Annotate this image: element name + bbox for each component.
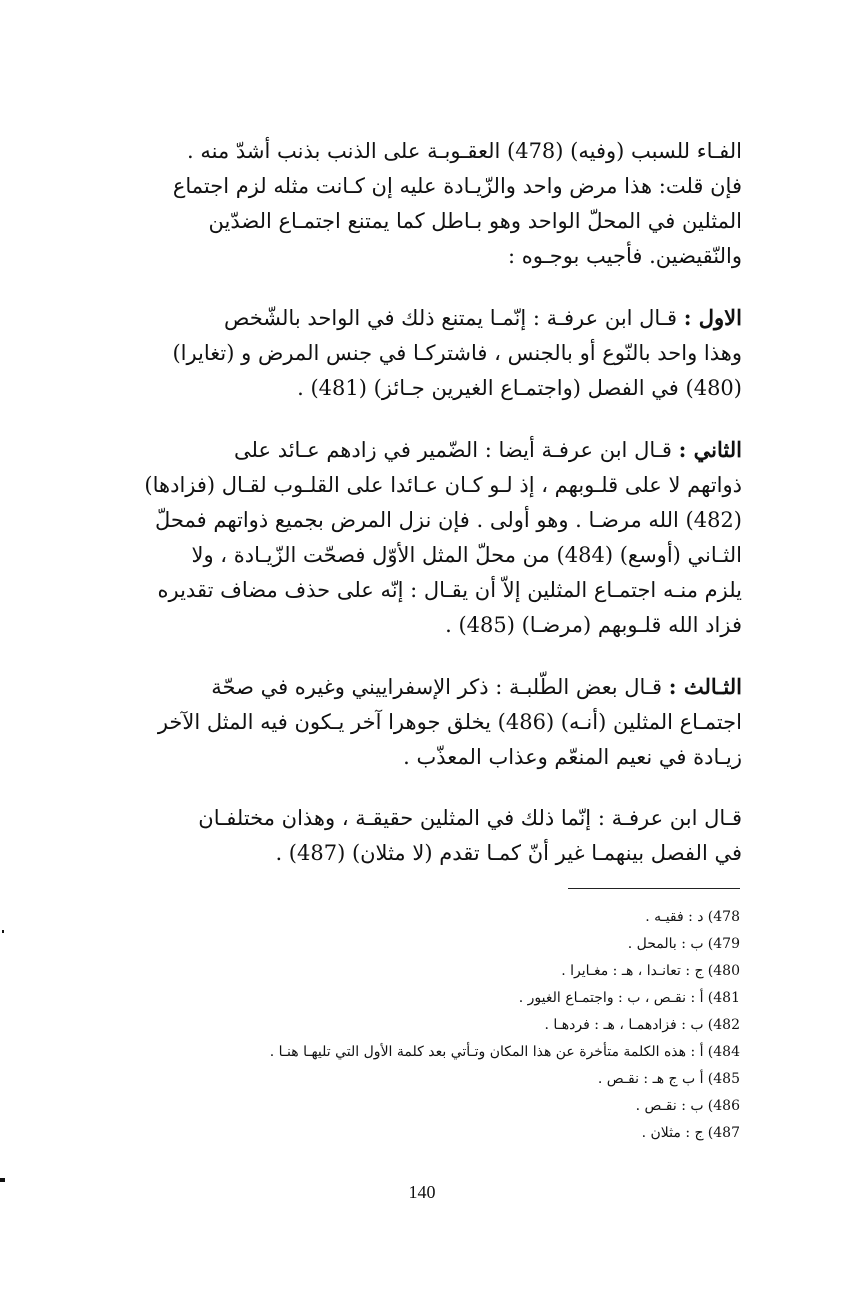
paragraph-lead: الثاني : (678, 437, 742, 462)
footnote-divider (568, 888, 740, 889)
paragraph-third (56, 669, 742, 775)
footnote-item (100, 958, 740, 985)
footnote-text: ب : فزادهمـا ، هـ : فردهـا . (544, 1017, 704, 1033)
text-span: قـال بعض الطّلبـة : ذكر الإسفراييني وغيره في صحّة (211, 675, 663, 699)
footnote-number: 487) (707, 1125, 740, 1141)
footnote-item (100, 1120, 740, 1147)
footnote-item (100, 1066, 740, 1093)
scan-speck (2, 930, 4, 933)
footnote-text: ج : تعانـدا ، هـ : مغـايرا . (561, 963, 704, 979)
footnote-number: 482) (707, 1017, 740, 1033)
text-line: ذواتهم لا على قلـوبهم ، إذ لـو كـان عـائدا على القلـوب لقـال (فزادها) (144, 473, 742, 497)
text-line: (480) في الفصل (واجتمـاع الغيرين جـائز) (481) . (297, 376, 742, 400)
text-line: قـال ابن عرفـة : إنّما ذلك في المثلين حقيقـة ، وهذان مختلفـان (198, 806, 742, 830)
text-line: الفـاء للسبب (وفيه) (478) العقـوبـة على الذنب بذنب أشدّ منه . (187, 139, 742, 163)
text-line (56, 669, 742, 705)
paragraph-lead: الاول : (683, 305, 742, 330)
footnotes (100, 904, 740, 1147)
text-line (56, 432, 742, 468)
paragraph-intro (56, 134, 742, 274)
footnote-item (100, 1093, 740, 1120)
text-line: فزاد الله قلـوبهم (مرضـا) (485) . (445, 613, 742, 637)
footnote-item (100, 1012, 740, 1039)
footnote-item (100, 904, 740, 931)
footnote-number: 480) (707, 963, 740, 979)
footnote-item (100, 1039, 740, 1066)
footnote-number: 486) (707, 1098, 740, 1114)
footnote-text: أ : هذه الكلمة متأخرة عن هذا المكان وتـأتي بعد كلمة الأول التي تليهـا هنـا . (269, 1044, 704, 1060)
footnote-number: 485) (707, 1071, 740, 1087)
footnote-number: 484) (707, 1044, 740, 1060)
text-line: يلزم منـه اجتمـاع المثلين إلاّ أن يقـال : إنّه على حذف مضاف تقديره (157, 578, 742, 602)
footnote-item (100, 985, 740, 1012)
footnote-text: ب : نقـص . (635, 1098, 704, 1114)
text-line: في الفصل بينهمـا غير أنّ كمـا تقدم (لا مثلان) (487) . (275, 841, 742, 865)
main-text (56, 134, 742, 897)
text-span: قـال ابن عرفـة أيضا : الضّمير في زادهم عـائد على (234, 438, 672, 462)
footnote-text: ب : بالمحل . (627, 936, 704, 952)
text-span: قـال ابن عرفـة : إنّمـا يمتنع ذلك في الواحد بالشّخص (224, 306, 678, 330)
footnote-number: 479) (707, 936, 740, 952)
footnote-text: د : فقيـه . (645, 909, 704, 925)
text-line: وهذا واحد بالنّوع أو بالجنس ، فاشتركـا في جنس المرض و (تغايرا) (172, 341, 742, 365)
text-line: المثلين في المحلّ الواحد وهو بـاطل كما يمتنع اجتمـاع الضدّين (208, 209, 742, 233)
text-line (56, 300, 742, 336)
paragraph-first (56, 300, 742, 406)
paragraph-lead: الثـالث : (668, 674, 742, 699)
paragraph-closing (56, 801, 742, 871)
text-line: والنّقيضين. فأجيب بوجـوه : (507, 244, 742, 268)
text-line: الثـاني (أوسع) (484) من محلّ المثل الأوّل فصحّت الزّيـادة ، ولا (191, 543, 742, 567)
text-line: اجتمـاع المثلين (أنـه) (486) يخلق جوهرا آخر يـكون فيه المثل الآخر (157, 710, 742, 734)
footnote-number: 478) (707, 909, 740, 925)
text-line: فإن قلت: هذا مرض واحد والزّيـادة عليه إن كـانت مثله لزم اجتماع (172, 174, 742, 198)
page-number: 140 (408, 1182, 436, 1202)
paragraph-second (56, 432, 742, 643)
footnote-text: أ ب ج هـ : نقـص . (597, 1071, 704, 1087)
footnote-number: 481) (707, 990, 740, 1006)
footnote-item (100, 931, 740, 958)
text-line: (482) الله مرضـا . وهو أولى . فإن نزل المرض بجميع ذواتهم فمحلّ (155, 508, 742, 532)
scan-speck (0, 1178, 5, 1182)
footnote-text: أ : نقـص ، ب : واجتمـاع الغيور . (518, 990, 704, 1006)
text-line: زيـادة في نعيم المنعّم وعذاب المعذّب . (403, 745, 742, 769)
footnote-text: ج : مثلان . (641, 1125, 704, 1141)
